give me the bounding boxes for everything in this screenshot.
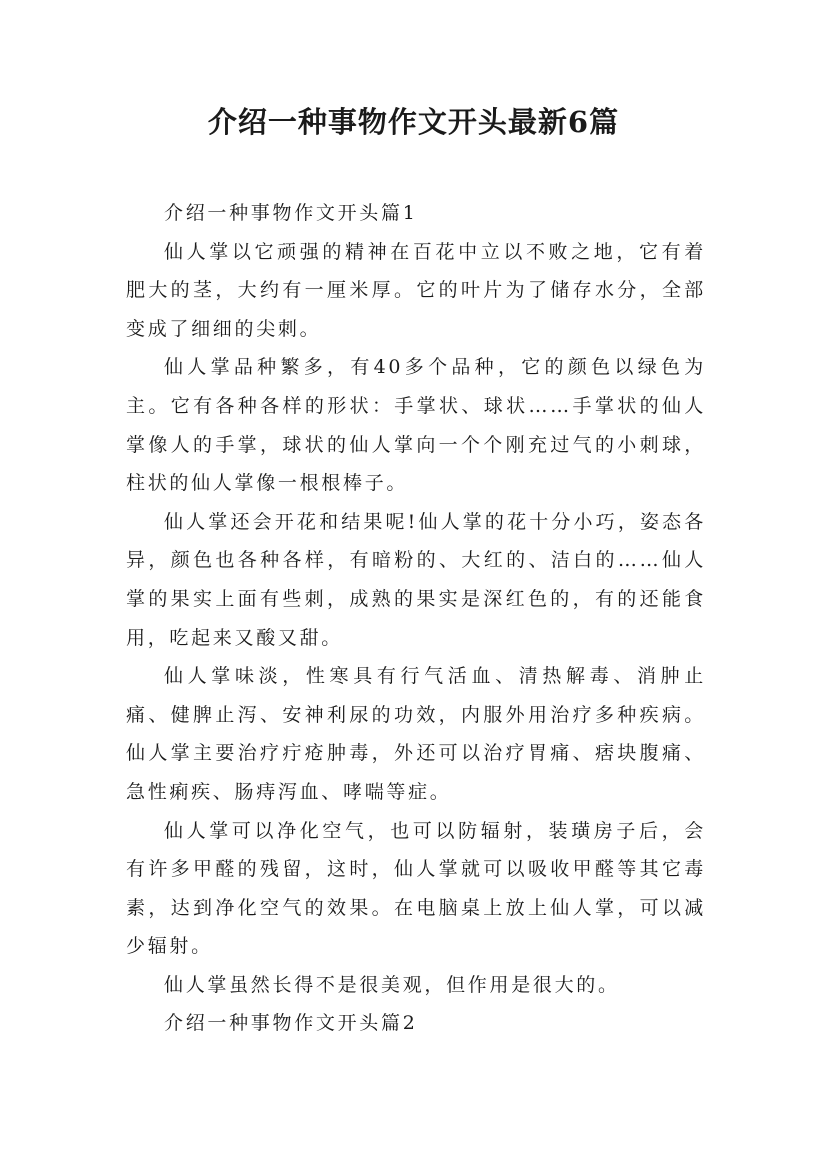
paragraph-1: 仙人掌以它顽强的精神在百花中立以不败之地，它有着肥大的茎，大约有一厘米厚。它的叶片为了储存水分，全部变成了细细的尖刺。 <box>126 240 706 340</box>
section-heading-1: 介绍一种事物作文开头篇1 <box>164 202 418 224</box>
paragraph-5: 仙人掌可以净化空气，也可以防辐射，装璜房子后，会有许多甲醛的残留，这时，仙人掌就可以吸收甲醛等其它毒素，达到净化空气的效果。在电脑桌上放上仙人掌，可以减少辐射。 <box>126 819 706 958</box>
paragraph-6: 仙人掌虽然长得不是很美观，但作用是很大的。 <box>164 973 620 996</box>
section-heading-2: 介绍一种事物作文开头篇2 <box>164 1012 418 1035</box>
paragraph-4: 仙人掌味淡，性寒具有行气活血、清热解毒、消肿止痛、健脾止泻、安神利尿的功效，内服外用治疗多种疾病。仙人掌主要治疗疔疮肿毒，外还可以治疗胃痛、痞块腹痛、急性痢疾、肠痔泻血、哮喘等症。 <box>126 665 706 803</box>
document-body <box>126 194 706 1043</box>
paragraph-3: 仙人掌还会开花和结果呢!仙人掌的花十分小巧，姿态各异，颜色也各种各样，有暗粉的、大红的、洁白的……仙人掌的果实上面有些刺，成熟的果实是深红色的，有的还能食用，吃起来又酸又甜。 <box>126 510 706 649</box>
paragraph-2: 仙人掌品种繁多，有40多个品种，它的颜色以绿色为主。它有各种各样的形状：手掌状、球状……手掌状的仙人掌像人的手掌，球状的仙人掌向一个个刚充过气的小刺球，柱状的仙人掌像一根根棒子。 <box>126 356 706 495</box>
document-title: 介绍一种事物作文开头最新6篇 <box>207 105 620 139</box>
